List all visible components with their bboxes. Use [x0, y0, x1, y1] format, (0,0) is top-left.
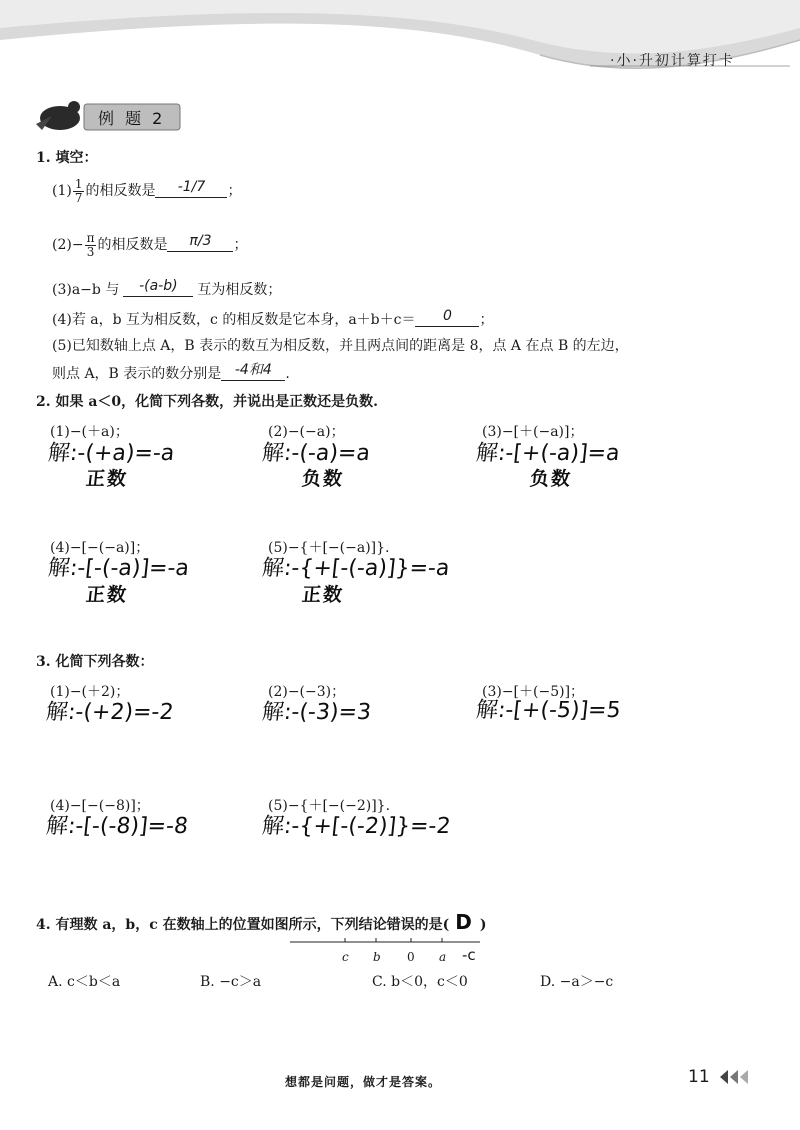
q1-item2-end: ； [233, 237, 248, 254]
frac-denominator: 7 [74, 190, 83, 205]
q1-item1-answer: -1/7 [177, 179, 206, 196]
axis-label-zero: 0 [407, 950, 415, 964]
number-line [290, 932, 490, 968]
q3-prompt-2: (2)−(−3)； [268, 684, 346, 700]
q1-item1-text: 的相反数是 [85, 183, 156, 200]
q1-item4-answer: 0 [443, 308, 452, 325]
q1-item1-prefix: (1) [52, 183, 72, 200]
q4-option-c: C. b＜0，c＜0 [372, 974, 468, 990]
q1-item2-prefix: (2)− [52, 237, 84, 254]
frac-denominator: 3 [86, 244, 95, 259]
q2-prompt-2: (2)−(−a)； [268, 424, 345, 440]
q1-item4-end: ； [479, 312, 494, 328]
q2-prompt-1: (1)−(＋a)； [50, 424, 129, 440]
q1-item5-line2 [52, 364, 290, 383]
q1-item3 [52, 280, 281, 299]
q1-item5-text: 则点 A，B 表示的数分别是 [52, 366, 222, 382]
q1-title: 1. 填空： [36, 150, 98, 166]
q1-item2-blank [167, 235, 233, 252]
q1-item3-prefix: (3)a−b 与 [52, 282, 120, 298]
q4-option-a: A. c＜b＜a [48, 974, 121, 990]
q4-option-d: D. −a＞−c [540, 974, 614, 990]
axis-label-c: c [342, 950, 349, 964]
q2-prompt-3: (3)−[＋(−a)]； [482, 424, 584, 440]
q4-title: 4. 有理数 a，b，c 在数轴上的位置如图所示，下列结论错误的是( [36, 917, 450, 933]
q1-item2-answer: π/3 [189, 233, 212, 250]
q4-close-paren: ) [479, 917, 487, 933]
q1-item5-line1: (5)已知数轴上点 A，B 表示的数互为相反数，并且两点间的距离是 8，点 A 在点 B 的左边， [52, 338, 629, 354]
q1-item3-answer: -(a-b) [139, 278, 178, 295]
q1-item5-end: . [285, 366, 290, 382]
q2-sign-1: 正数 [84, 468, 130, 490]
q3-work-2: 解:-(-3)=3 [260, 700, 373, 725]
q3-title: 3. 化简下列各数： [36, 654, 154, 670]
running-header: ·小·升初计算打卡 [610, 53, 735, 69]
frac-numerator: 1 [74, 177, 83, 191]
q3-prompt-4: (4)−[−(−8)]； [50, 798, 150, 814]
q1-item3-blank [123, 280, 193, 297]
q2-prompt-5: (5)−{＋[−(−a)]}. [268, 540, 390, 556]
q2-title: 2. 如果 a＜0，化简下列各数，并说出是正数还是负数. [36, 394, 379, 410]
banner-label: 例 题 2 [98, 109, 166, 128]
q2-sign-3: 负数 [528, 468, 574, 490]
q3-work-3: 解:-[+(-5)]=5 [474, 698, 622, 723]
q1-item1-blank [155, 181, 227, 198]
axis-label-b: b [373, 950, 381, 964]
q2-work-2: 解:-(-a)=a [260, 441, 372, 466]
page-arrow-icon [716, 1068, 756, 1086]
q2-work-4: 解:-[-(-a)]=-a [46, 556, 191, 581]
q2-sign-2: 负数 [300, 468, 346, 490]
q2-work-1: 解:-(+a)=-a [46, 441, 176, 466]
q3-prompt-5: (5)−{＋[−(−2)]}. [268, 798, 391, 814]
q1-item4 [52, 310, 493, 329]
q3-prompt-1: (1)−(＋2)； [50, 684, 130, 700]
q1-item1-end: ； [227, 183, 242, 200]
q2-sign-4: 正数 [84, 584, 130, 606]
q1-item2 [52, 232, 247, 258]
footer-motto: 想都是问题，做才是答案。 [285, 1075, 442, 1089]
q1-item2-text: 的相反数是 [97, 237, 168, 254]
axis-label-a: a [439, 950, 447, 964]
number-line-axis [290, 934, 490, 948]
q3-prompt-3: (3)−[＋(−5)]； [482, 684, 585, 700]
q2-work-3: 解:-[+(-a)]=a [474, 441, 621, 466]
q3-work-4: 解:-[-(-8)]=-8 [44, 814, 190, 839]
q4-answer: D [455, 910, 472, 934]
q1-item4-blank [415, 310, 479, 327]
q3-work-1: 解:-(+2)=-2 [44, 700, 175, 725]
q2-prompt-4: (4)−[−(−a)]； [50, 540, 150, 556]
q4-stem [36, 912, 486, 934]
q1-item5-answer: -4和4 [234, 362, 272, 379]
q4-option-b: B. −c＞a [200, 974, 262, 990]
q1-item5-blank [221, 364, 285, 381]
q2-work-5: 解:-{+[-(-a)]}=-a [260, 556, 451, 581]
page-number: 11 [688, 1067, 710, 1087]
q1-item3-text: 互为相反数； [197, 282, 282, 298]
q1-item4-text: (4)若 a，b 互为相反数，c 的相反数是它本身，a＋b＋c＝ [52, 312, 416, 328]
axis-label-neg-c: -c [462, 946, 476, 964]
q3-work-5: 解:-{+[-(-2)]}=-2 [260, 814, 452, 839]
frac-numerator: π [86, 231, 95, 245]
fraction-one-seventh [73, 178, 85, 204]
fraction-pi-third [85, 232, 97, 258]
q1-item1 [52, 178, 241, 204]
q2-sign-5: 正数 [300, 584, 346, 606]
